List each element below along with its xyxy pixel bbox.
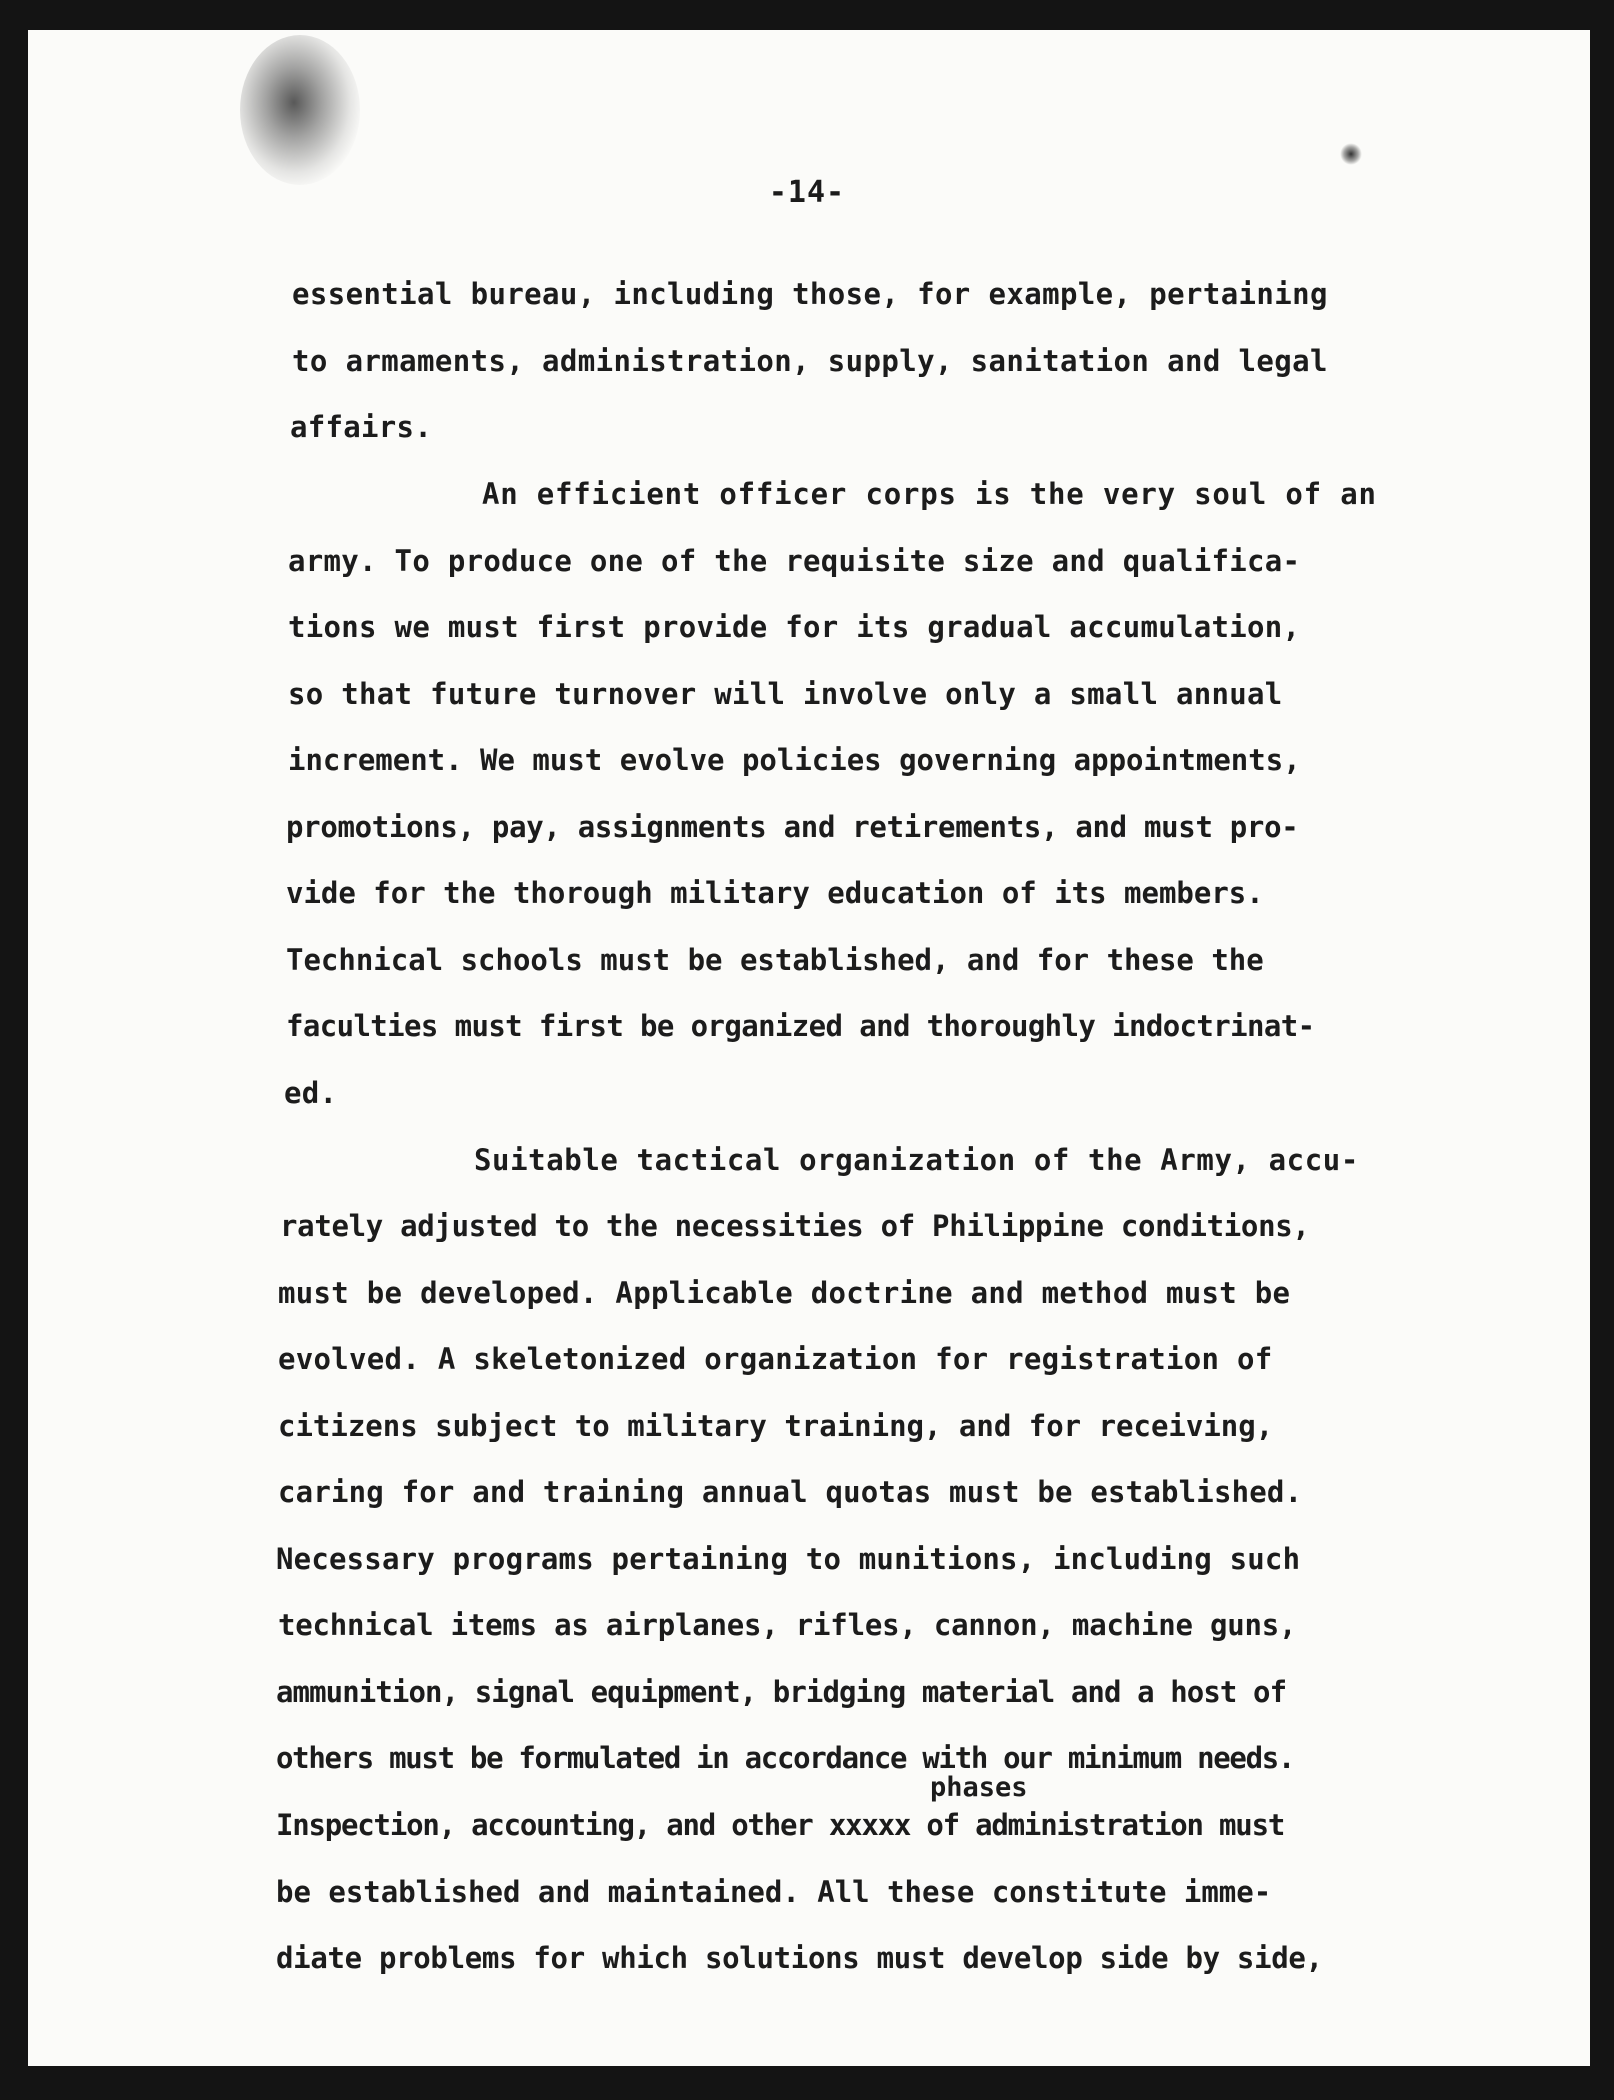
text-line: tions we must first provide for its gradual accumulation, [288,610,1301,644]
text-line: must be developed. Applicable doctrine and method must be [278,1276,1291,1310]
text-line: army. To produce one of the requisite size and qualifica- [288,544,1301,578]
text-line: evolved. A skeletonized organization for registration of [278,1342,1273,1376]
text-line: promotions, pay, assignments and retirements, and must pro- [286,810,1299,844]
text-line: affairs. [290,410,433,444]
text-line: ammunition, signal equipment, bridging material and a host of [276,1675,1287,1709]
text-line: An efficient officer corps is the very soul of an [482,477,1377,511]
text-line: diate problems for which solutions must develop side by side, [276,1941,1323,1975]
text-line: so that future turnover will involve only a small annual [288,677,1283,711]
ink-spot [1340,143,1362,165]
text-line: increment. We must evolve policies governing appointments, [288,743,1301,777]
text-line: technical items as airplanes, rifles, cannon, machine guns, [278,1608,1297,1642]
text-line: be established and maintained. All these constitute imme- [276,1875,1272,1909]
text-line: caring for and training annual quotas must be established. [278,1475,1303,1509]
text-line: to armaments, administration, supply, sanitation and legal [292,344,1328,378]
text-line: ed. [284,1076,338,1110]
text-line: essential bureau, including those, for example, pertaining [292,277,1328,311]
text-line: faculties must first be organized and thoroughly indoctrinat- [286,1009,1315,1043]
text-line: Necessary programs pertaining to munitions, including such [276,1542,1301,1576]
text-line: Inspection, accounting, and other xxxxx of administration must [276,1808,1285,1842]
text-line: rately adjusted to the necessities of Philippine conditions, [280,1209,1310,1243]
text-line: Technical schools must be established, and for these the [286,943,1264,977]
text-line: citizens subject to military training, and for receiving, [278,1409,1274,1443]
handwritten-insertion: phases [930,1772,1028,1803]
ink-smudge [240,35,360,185]
text-line: others must be formulated in accordance with our minimum needs. [276,1741,1295,1775]
text-line: vide for the thorough military education of its members. [286,876,1264,910]
text-line: Suitable tactical organization of the Army, accu- [474,1143,1359,1177]
page-number: -14- [768,175,846,210]
